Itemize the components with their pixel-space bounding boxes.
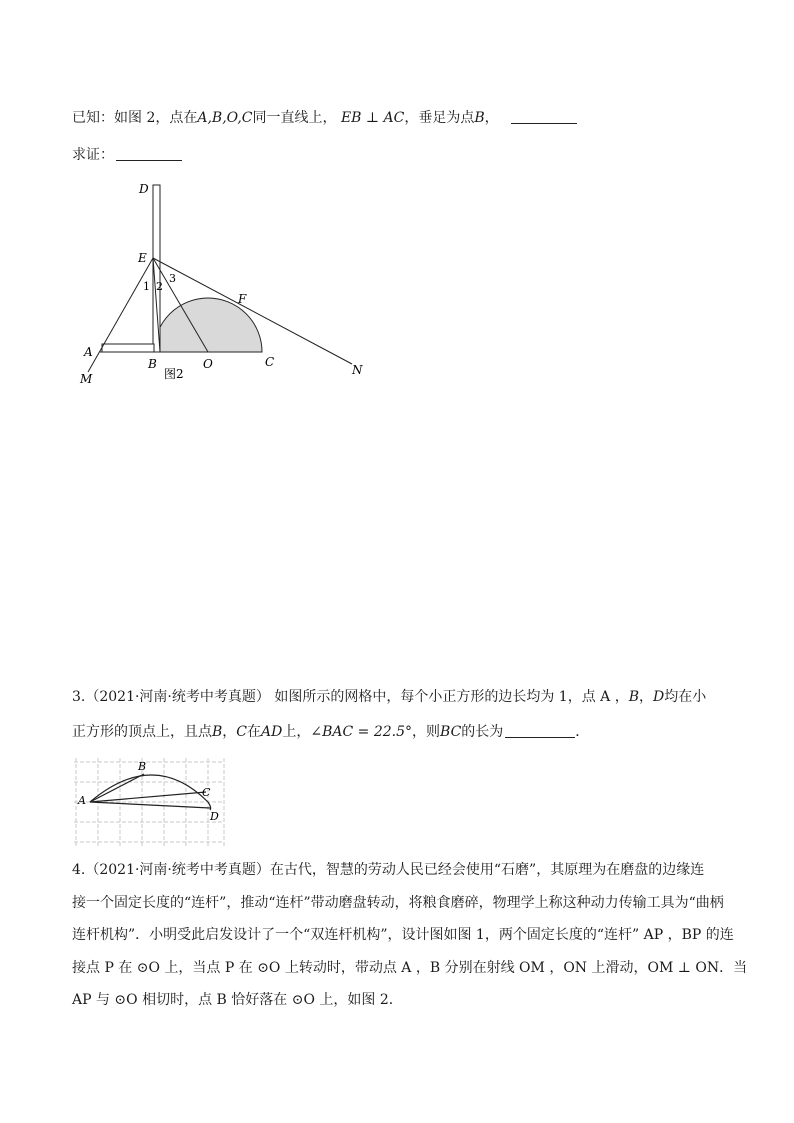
- horizontal-ruler: [102, 344, 154, 352]
- grid-lines: [74, 758, 224, 848]
- label-D: D: [139, 182, 149, 196]
- prove-blank[interactable]: [116, 146, 182, 161]
- problem3-line2: 正方形的顶点上，且点B，C在AD上，∠BAC = 22.5°，则BC的长为 ．: [72, 724, 590, 740]
- label-M: M: [80, 372, 93, 386]
- problem4-line1: 4.（2021·河南·统考中考真题）在古代，智慧的劳动人民已经会使用“石磨”，其原理为在磨盘的边缘连: [72, 862, 705, 878]
- label-A: A: [84, 345, 93, 359]
- line-EM: [88, 258, 153, 372]
- angle-label-1: 1: [143, 280, 150, 293]
- problem4-line4: 接点 P 在 ⊙O 上，当点 P 在 ⊙O 上转动时，带动点 A ，B 分别在射线 OM ，ON 上滑动，OM ⊥ ON．当: [72, 960, 748, 976]
- problem4-line3: 连杆机构”．小明受此启发设计了一个“双连杆机构”，设计图如图 1，两个固定长度的“连杆” AP ，BP 的连: [72, 927, 734, 943]
- segment-AD: [90, 802, 210, 808]
- figure-grid: [74, 758, 226, 850]
- label-E: E: [138, 251, 147, 265]
- problem2-prove: 求证：: [72, 145, 182, 165]
- grid-label-A: A: [78, 794, 86, 807]
- label-F: F: [238, 292, 247, 306]
- grid-label-C: C: [202, 786, 211, 799]
- arc-AD-shape: [90, 775, 208, 802]
- problem4-line5: AP 与 ⊙O 相切时，点 B 恰好落在 ⊙O 上，如图 2．: [72, 992, 403, 1008]
- points-list: A,B,O,C: [197, 110, 253, 126]
- perpendicular-statement: EB ⊥ AC: [340, 110, 405, 126]
- label-C: C: [265, 355, 275, 369]
- arc-AD: AD: [261, 724, 283, 740]
- figure-2: [70, 176, 370, 386]
- angle-label-3: 3: [169, 272, 176, 285]
- figure-caption: 图2: [164, 367, 184, 381]
- label-N: N: [352, 363, 363, 377]
- label-O: O: [203, 357, 213, 371]
- problem2-given: 已知：如图 2，点在A,B,O,C同一直线上， EB ⊥ AC，垂足为点B，: [72, 108, 577, 128]
- grid-label-D: D: [210, 810, 219, 823]
- angle-label-2: 2: [156, 280, 163, 293]
- answer-blank-3[interactable]: [505, 723, 575, 738]
- semicircle: [154, 298, 262, 352]
- arc-BC: BC: [440, 724, 462, 740]
- label-B: B: [148, 357, 157, 371]
- grid-label-B: B: [138, 760, 147, 773]
- answer-blank[interactable]: [511, 109, 577, 124]
- problem4-line2: 接一个固定长度的“连杆”，推动“连杆”带动磨盘转动，将粮食磨碎，物理学上称这种动力传输工具为“曲柄: [72, 895, 724, 911]
- problem3-line1: 3.（2021·河南·统考中考真题） 如图所示的网格中，每个小正方形的边长均为 1，点 A ，B，D均在小: [72, 689, 707, 705]
- angle-BAC: ∠BAC = 22.5°: [310, 724, 413, 740]
